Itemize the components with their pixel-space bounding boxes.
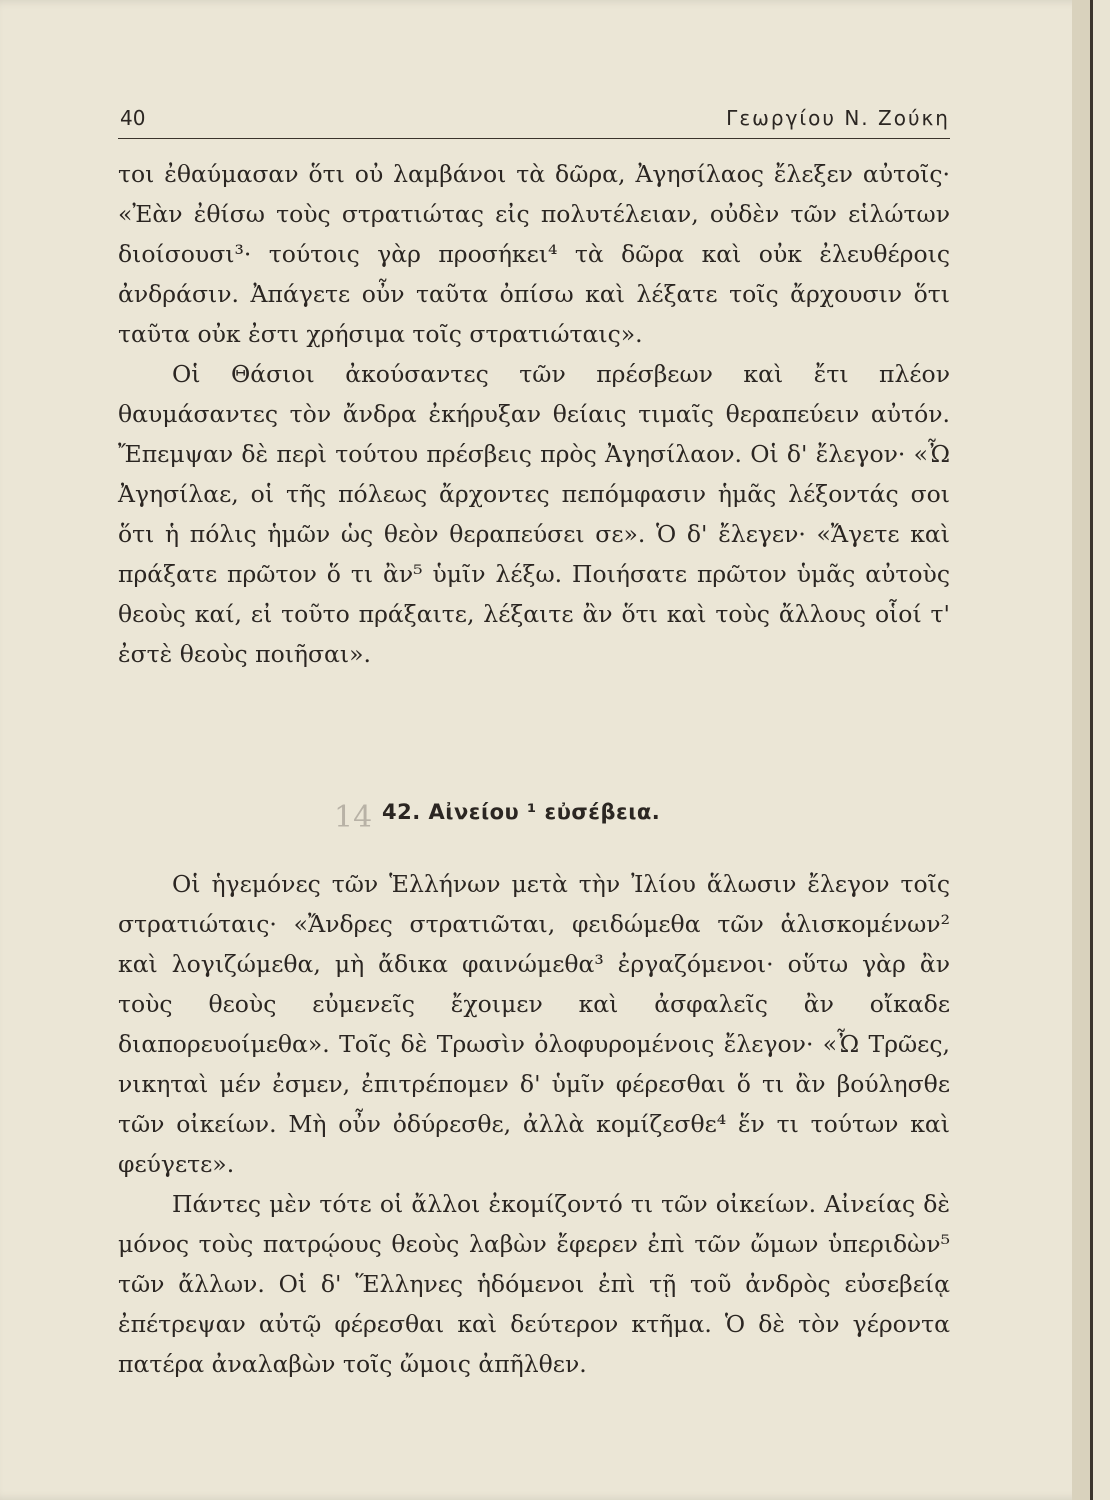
section-heading: 42. Αἰνείου ¹ εὐσέβεια.	[382, 800, 661, 824]
text-block-bottom	[118, 864, 950, 1384]
text-block-top	[118, 154, 950, 674]
paragraph: Οἱ ἡγεμόνες τῶν Ἑλλήνων μετὰ τὴν Ἰλίου ἅλωσιν ἔλεγον τοῖς στρατιώταις· «Ἄνδρες στρατιῶται, φειδώμεθα τῶν ἁλισκομένων² καὶ λογιζώμεθα, μὴ ἄδικα φαινώμεθα³ ἐργαζόμενοι· οὕτω γὰρ ἂν τοὺς θεοὺς εὐμενεῖς ἔχοιμεν καὶ ἀσφαλεῖς ἂν οἴκαδε διαπορευοίμεθα». Τοῖς δὲ Τρωσὶν ὀλοφυρομένοις ἔλεγον· «Ὦ Τρῶες, νικηταὶ μέν ἐσμεν, ἐπιτρέπομεν δ' ὑμῖν φέρεσθαι ὅ τι ἂν βούλησθε τῶν οἰκείων. Μὴ οὖν ὀδύρεσθε, ἀλλὰ κομίζεσθε⁴ ἕν τι τούτων καὶ φεύγετε».	[118, 870, 950, 1178]
paragraph: Πάντες μὲν τότε οἱ ἄλλοι ἐκομίζοντό τι τῶν οἰκείων. Αἰνείας δὲ μόνος τοὺς πατρῴους θεοὺς λαβὼν ἔφερεν ἐπὶ τῶν ὤμων ὑπεριδὼν⁵ τῶν ἄλλων. Οἱ δ' Ἕλληνες ἡδόμενοι ἐπὶ τῇ τοῦ ἀνδρὸς εὐσεβείᾳ ἐπέτρεψαν αὐτῷ φέρεσθαι καὶ δεύτερον κτῆμα. Ὁ δὲ τὸν γέροντα πατέρα ἀναλαβὼν τοῖς ὤμοις ἀπῆλθεν.	[118, 1190, 950, 1378]
margin-note: 14	[334, 800, 373, 835]
running-head: Γεωργίου Ν. Ζούκη	[726, 106, 950, 130]
page-header	[118, 102, 950, 139]
page-number: 40	[120, 106, 146, 130]
page-edge	[1072, 0, 1090, 1500]
paragraph: Οἱ Θάσιοι ἀκούσαντες τῶν πρέσβεων καὶ ἔτι πλέον θαυμάσαντες τὸν ἄνδρα ἐκήρυξαν θείαις τιμαῖς θεραπεύειν αὐτόν. Ἔπεμψαν δὲ περὶ τούτου πρέσβεις πρὸς Ἀγησίλαον. Οἱ δ' ἔλεγον· «Ὦ Ἀγησίλαε, οἱ τῆς πόλεως ἄρχοντες πεπόμφασιν ἡμᾶς λέξοντάς σοι ὅτι ἡ πόλις ἡμῶν ὡς θεὸν θεραπεύσει σε». Ὁ δ' ἔλεγεν· «Ἄγετε καὶ πράξατε πρῶτον ὅ τι ἂν⁵ ὑμῖν λέξω. Ποιήσατε πρῶτον ὑμᾶς αὐτοὺς θεοὺς καί, εἰ τοῦτο πράξαιτε, λέξαιτε ἂν ὅτι καὶ τοὺς ἄλλους οἷοί τ' ἐστὲ θεοὺς ποιῆσαι».	[118, 360, 950, 668]
paragraph: τοι ἐθαύμασαν ὅτι οὐ λαμβάνοι τὰ δῶρα, Ἀγησίλαος ἔλεξεν αὐτοῖς· «Ἐὰν ἐθίσω τοὺς στρατιώτας εἰς πολυτέλειαν, οὐδὲν τῶν εἱλώτων διοίσουσι³· τούτοις γὰρ προσήκει⁴ τὰ δῶρα καὶ οὐκ ἐλευθέροις ἀνδράσιν. Ἀπάγετε οὖν ταῦτα ὀπίσω καὶ λέξατε τοῖς ἄρχουσιν ὅτι ταῦτα οὐκ ἐστι χρήσιμα τοῖς στρατιώταις».	[118, 160, 950, 348]
